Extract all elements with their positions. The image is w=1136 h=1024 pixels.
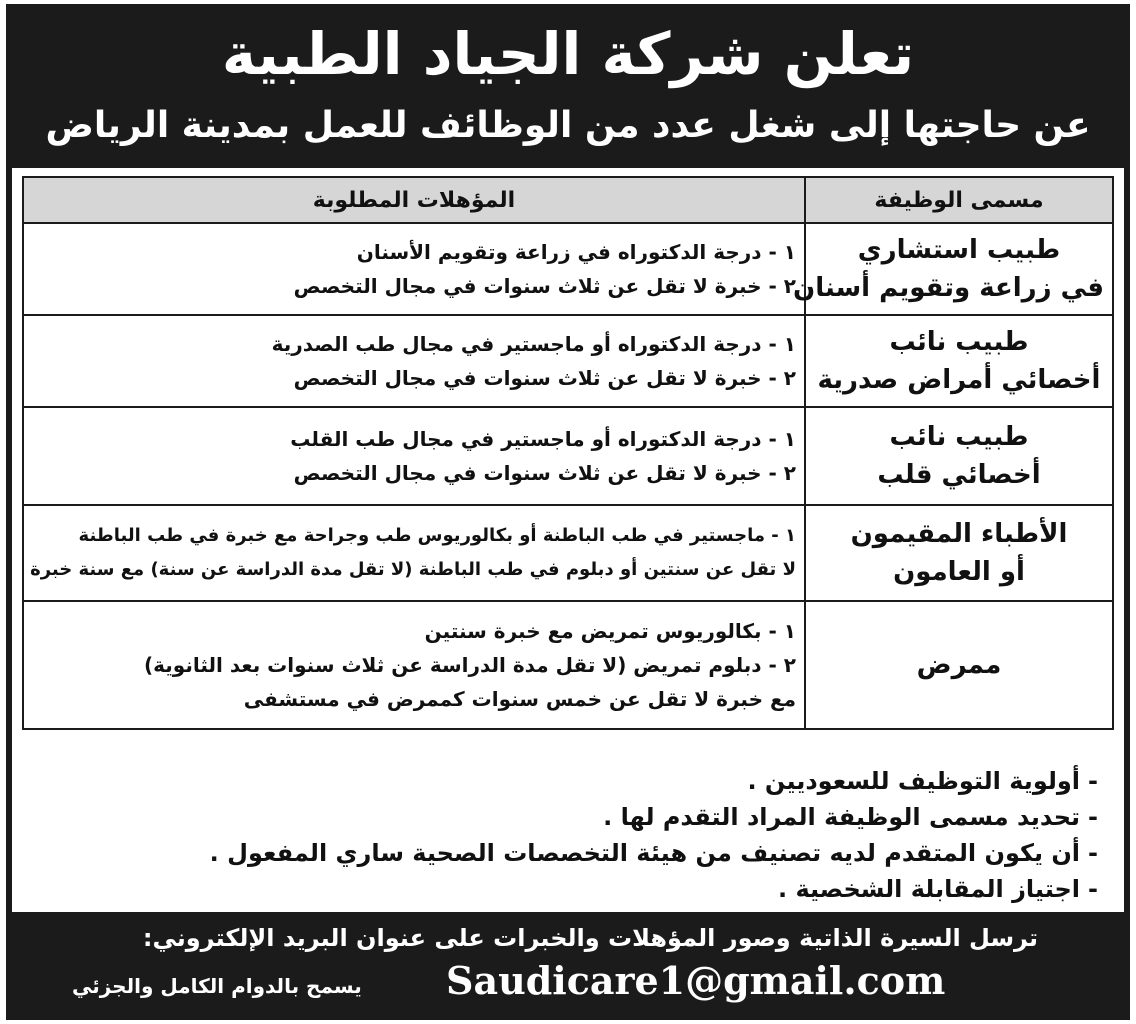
qualifications-cell (23, 223, 805, 315)
ad-subheadline: عن حاجتها إلى شغل عدد من الوظائف للعمل بمدينة الرياض (45, 105, 1091, 146)
work-schedule-note: يسمح بالدوام الكامل والجزئي (72, 974, 362, 998)
qualification-line: ١ - ماجستير في طب الباطنة أو بكالوريوس طب وجراحة مع خبرة في طب الباطنة (78, 525, 796, 546)
table-row (23, 315, 1113, 407)
job-title-cell (805, 315, 1113, 407)
application-instruction: ترسل السيرة الذاتية وصور المؤهلات والخبرات على عنوان البريد الإلكتروني: (142, 924, 1038, 952)
qualification-line: ١ - بكالوريوس تمريض مع خبرة سنتين (424, 619, 796, 643)
qualification-line: ٢ - خبرة لا تقل عن ثلاث سنوات في مجال التخصص (293, 366, 796, 390)
column-header-job-title: مسمى الوظيفة (805, 177, 1113, 223)
job-title-cell (805, 505, 1113, 601)
qualifications-cell (23, 505, 805, 601)
job-title-line: طبيب استشاري (857, 235, 1061, 265)
job-title-line: الأطباء المقيمون (850, 519, 1068, 549)
note-bullet: - (1088, 803, 1098, 831)
ad-header (6, 4, 1130, 162)
note-item (603, 800, 1098, 834)
job-title-line: ممرض (916, 650, 1002, 680)
note-bullet: - (1088, 875, 1098, 903)
qualification-line: ١ - درجة الدكتوراه في زراعة وتقويم الأسنان (356, 240, 796, 264)
job-title-cell (793, 223, 1113, 315)
table-row (23, 505, 1113, 601)
ad-footer (6, 912, 1130, 1020)
note-text: أولوية التوظيف للسعوديين . (747, 767, 1081, 795)
job-title-line: أو العامون (893, 557, 1025, 587)
qualification-line: ١ - درجة الدكتوراه أو ماجستير في مجال طب القلب (290, 427, 796, 451)
qualification-line: ١ - درجة الدكتوراه أو ماجستير في مجال طب الصدرية (271, 332, 796, 356)
job-title-line: طبيب نائب (889, 422, 1029, 452)
qualification-line: مع خبرة لا تقل عن خمس سنوات كممرض في مستشفى (243, 687, 796, 711)
job-title-line: أخصائي قلب (877, 460, 1041, 490)
note-item (210, 836, 1098, 870)
jobs-table-header-row (23, 177, 1113, 223)
job-title-cell (805, 407, 1113, 505)
qualifications-cell (23, 315, 805, 407)
table-row (23, 601, 1113, 729)
qualifications-cell (23, 601, 805, 729)
qualification-line: ٢ - دبلوم تمريض (لا تقل مدة الدراسة عن ثلاث سنوات بعد الثانوية) (144, 653, 796, 677)
note-bullet: - (1088, 767, 1098, 795)
note-text: أن يكون المتقدم لديه تصنيف من هيئة التخصصات الصحية ساري المفعول . (209, 839, 1081, 867)
qualification-line: ٢ - خبرة لا تقل عن ثلاث سنوات في مجال التخصص (293, 461, 796, 485)
jobs-table (22, 176, 1114, 730)
note-bullet: - (1088, 839, 1098, 867)
jobs-table-panel (12, 168, 1124, 762)
job-title-line: في زراعة وتقويم أسنان (793, 273, 1104, 303)
ad-frame (6, 4, 1130, 1020)
job-title-line: طبيب نائب (889, 327, 1029, 357)
job-title-cell (805, 601, 1113, 729)
requirements-notes (12, 762, 1124, 912)
table-row (23, 223, 1113, 315)
table-row (23, 407, 1113, 505)
company-headline: تعلن شركة الجياد الطبية (221, 20, 915, 88)
note-item (747, 764, 1098, 798)
qualifications-cell (23, 407, 805, 505)
note-item (778, 872, 1098, 906)
qualification-line: لا تقل عن سنتين أو دبلوم في طب الباطنة (لا تقل مدة الدراسة عن سنة) مع سنة خبرة (30, 559, 796, 580)
contact-email-link[interactable]: Saudicare1@gmail.com (446, 958, 946, 1003)
job-title-line: أخصائي أمراض صدرية (817, 365, 1101, 395)
column-header-qualifications: المؤهلات المطلوبة (23, 177, 805, 223)
note-text: اجتياز المقابلة الشخصية . (777, 875, 1081, 903)
qualification-line: ٢ - خبرة لا تقل عن ثلاث سنوات في مجال التخصص (293, 274, 796, 298)
note-text: تحديد مسمى الوظيفة المراد التقدم لها . (603, 803, 1081, 831)
